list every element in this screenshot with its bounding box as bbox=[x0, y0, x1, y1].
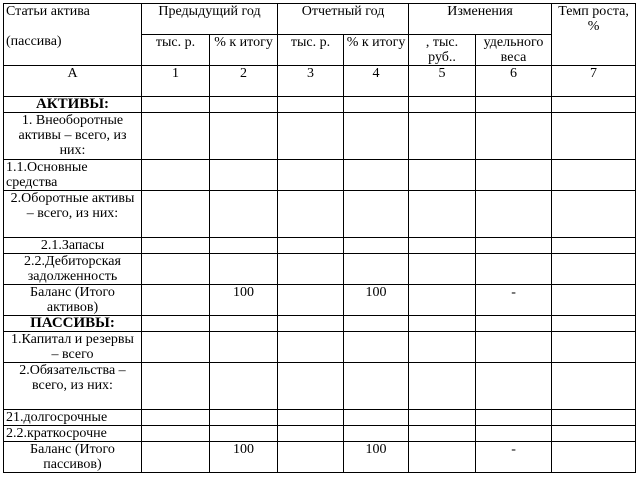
empty-cell bbox=[278, 442, 344, 473]
num-cell: 1 bbox=[142, 66, 210, 97]
liabilities-title: ПАССИВЫ: bbox=[4, 316, 142, 332]
empty-cell bbox=[278, 238, 344, 254]
empty-cell bbox=[142, 191, 210, 238]
empty-cell bbox=[409, 410, 476, 426]
empty-cell bbox=[210, 316, 278, 332]
empty-cell bbox=[210, 191, 278, 238]
header-changes: Изменения bbox=[409, 4, 552, 35]
empty-cell bbox=[142, 426, 210, 442]
empty-cell bbox=[552, 254, 636, 285]
empty-cell bbox=[344, 410, 409, 426]
empty-cell bbox=[409, 160, 476, 191]
empty-cell bbox=[552, 160, 636, 191]
empty-cell bbox=[552, 97, 636, 113]
empty-cell bbox=[278, 160, 344, 191]
empty-cell bbox=[476, 426, 552, 442]
empty-cell bbox=[142, 160, 210, 191]
empty-cell bbox=[142, 113, 210, 160]
liabilities-title-row bbox=[4, 316, 636, 332]
empty-cell bbox=[344, 191, 409, 238]
row-label: 2.Обязательства – всего, из них: bbox=[4, 363, 142, 410]
empty-cell bbox=[210, 113, 278, 160]
row-label: 2.2.краткосрочне bbox=[4, 426, 142, 442]
empty-cell bbox=[344, 97, 409, 113]
empty-cell bbox=[210, 332, 278, 363]
header-prev-thous: тыс. р. bbox=[142, 35, 210, 66]
assets-total-share: - bbox=[476, 285, 552, 316]
assets-total-row bbox=[4, 285, 636, 316]
empty-cell bbox=[409, 191, 476, 238]
empty-cell bbox=[142, 442, 210, 473]
empty-cell bbox=[278, 363, 344, 410]
empty-cell bbox=[552, 442, 636, 473]
header-row-top bbox=[4, 4, 636, 35]
empty-cell bbox=[476, 363, 552, 410]
empty-cell bbox=[552, 316, 636, 332]
empty-cell bbox=[278, 254, 344, 285]
table-row bbox=[4, 426, 636, 442]
row-label: 2.1.Запасы bbox=[4, 238, 142, 254]
table-row bbox=[4, 113, 636, 160]
numbering-row bbox=[4, 66, 636, 97]
balance-table bbox=[3, 3, 636, 473]
empty-cell bbox=[344, 332, 409, 363]
empty-cell bbox=[142, 97, 210, 113]
empty-cell bbox=[409, 442, 476, 473]
empty-cell bbox=[210, 426, 278, 442]
empty-cell bbox=[278, 113, 344, 160]
empty-cell bbox=[476, 160, 552, 191]
liabilities-total-label: Баланс (Итого пассивов) bbox=[4, 442, 142, 473]
header-prev-year: Предыдущий год bbox=[142, 4, 278, 35]
empty-cell bbox=[552, 332, 636, 363]
empty-cell bbox=[476, 113, 552, 160]
liabilities-total-prev-pct: 100 bbox=[210, 442, 278, 473]
header-item-cell bbox=[4, 4, 142, 66]
empty-cell bbox=[278, 332, 344, 363]
assets-total-prev-pct: 100 bbox=[210, 285, 278, 316]
liabilities-total-row bbox=[4, 442, 636, 473]
empty-cell bbox=[476, 97, 552, 113]
empty-cell bbox=[344, 426, 409, 442]
row-label: 2.2.Дебиторская задолженность bbox=[4, 254, 142, 285]
empty-cell bbox=[344, 238, 409, 254]
num-cell: 6 bbox=[476, 66, 552, 97]
empty-cell bbox=[476, 410, 552, 426]
empty-cell bbox=[552, 238, 636, 254]
empty-cell bbox=[344, 316, 409, 332]
empty-cell bbox=[210, 410, 278, 426]
empty-cell bbox=[278, 426, 344, 442]
empty-cell bbox=[409, 426, 476, 442]
assets-title-row bbox=[4, 97, 636, 113]
empty-cell bbox=[476, 238, 552, 254]
empty-cell bbox=[142, 254, 210, 285]
assets-total-rep-pct: 100 bbox=[344, 285, 409, 316]
num-cell: 4 bbox=[344, 66, 409, 97]
header-prev-pct: % к итогу bbox=[210, 35, 278, 66]
empty-cell bbox=[552, 285, 636, 316]
empty-cell bbox=[142, 316, 210, 332]
empty-cell bbox=[210, 238, 278, 254]
table-row bbox=[4, 238, 636, 254]
table-row bbox=[4, 191, 636, 238]
empty-cell bbox=[210, 97, 278, 113]
empty-cell bbox=[409, 97, 476, 113]
empty-cell bbox=[409, 285, 476, 316]
empty-cell bbox=[552, 410, 636, 426]
empty-cell bbox=[409, 238, 476, 254]
num-cell: А bbox=[4, 66, 142, 97]
empty-cell bbox=[552, 191, 636, 238]
empty-cell bbox=[210, 160, 278, 191]
num-cell: 7 bbox=[552, 66, 636, 97]
row-label: 2.Оборотные активы – всего, из них: bbox=[4, 191, 142, 238]
empty-cell bbox=[344, 160, 409, 191]
header-rep-pct: % к итогу bbox=[344, 35, 409, 66]
empty-cell bbox=[278, 191, 344, 238]
empty-cell bbox=[142, 410, 210, 426]
empty-cell bbox=[476, 191, 552, 238]
empty-cell bbox=[409, 332, 476, 363]
table-row bbox=[4, 254, 636, 285]
empty-cell bbox=[210, 254, 278, 285]
header-growth: Темп роста, % bbox=[552, 4, 636, 66]
empty-cell bbox=[344, 254, 409, 285]
assets-total-label: Баланс (Итого активов) bbox=[4, 285, 142, 316]
empty-cell bbox=[278, 97, 344, 113]
num-cell: 3 bbox=[278, 66, 344, 97]
empty-cell bbox=[142, 363, 210, 410]
empty-cell bbox=[142, 332, 210, 363]
empty-cell bbox=[344, 113, 409, 160]
row-label: 1.Капитал и резервы – всего bbox=[4, 332, 142, 363]
header-rep-thous: тыс. р. bbox=[278, 35, 344, 66]
empty-cell bbox=[278, 316, 344, 332]
empty-cell bbox=[278, 410, 344, 426]
empty-cell bbox=[409, 113, 476, 160]
header-ch-thous: , тыс. руб.. bbox=[409, 35, 476, 66]
row-label: 21.долгосрочные bbox=[4, 410, 142, 426]
empty-cell bbox=[278, 285, 344, 316]
empty-cell bbox=[409, 254, 476, 285]
empty-cell bbox=[476, 316, 552, 332]
num-cell: 2 bbox=[210, 66, 278, 97]
header-item-line2: (пассива) bbox=[6, 34, 62, 49]
table-row bbox=[4, 410, 636, 426]
table-row bbox=[4, 160, 636, 191]
header-ch-share: удельного веса bbox=[476, 35, 552, 66]
empty-cell bbox=[409, 363, 476, 410]
empty-cell bbox=[552, 363, 636, 410]
empty-cell bbox=[210, 363, 278, 410]
empty-cell bbox=[476, 254, 552, 285]
empty-cell bbox=[552, 426, 636, 442]
empty-cell bbox=[476, 332, 552, 363]
empty-cell bbox=[344, 363, 409, 410]
liabilities-total-share: - bbox=[476, 442, 552, 473]
row-label: 1. Внеоборотные активы – всего, из них: bbox=[4, 113, 142, 160]
liabilities-total-rep-pct: 100 bbox=[344, 442, 409, 473]
empty-cell bbox=[552, 113, 636, 160]
table-row bbox=[4, 332, 636, 363]
header-report-year: Отчетный год bbox=[278, 4, 409, 35]
empty-cell bbox=[142, 238, 210, 254]
empty-cell bbox=[142, 285, 210, 316]
empty-cell bbox=[409, 316, 476, 332]
assets-title: АКТИВЫ: bbox=[4, 97, 142, 113]
num-cell: 5 bbox=[409, 66, 476, 97]
table-row bbox=[4, 363, 636, 410]
header-item-line1: Статьи актива bbox=[6, 4, 90, 19]
row-label: 1.1.Основные средства bbox=[4, 160, 142, 191]
